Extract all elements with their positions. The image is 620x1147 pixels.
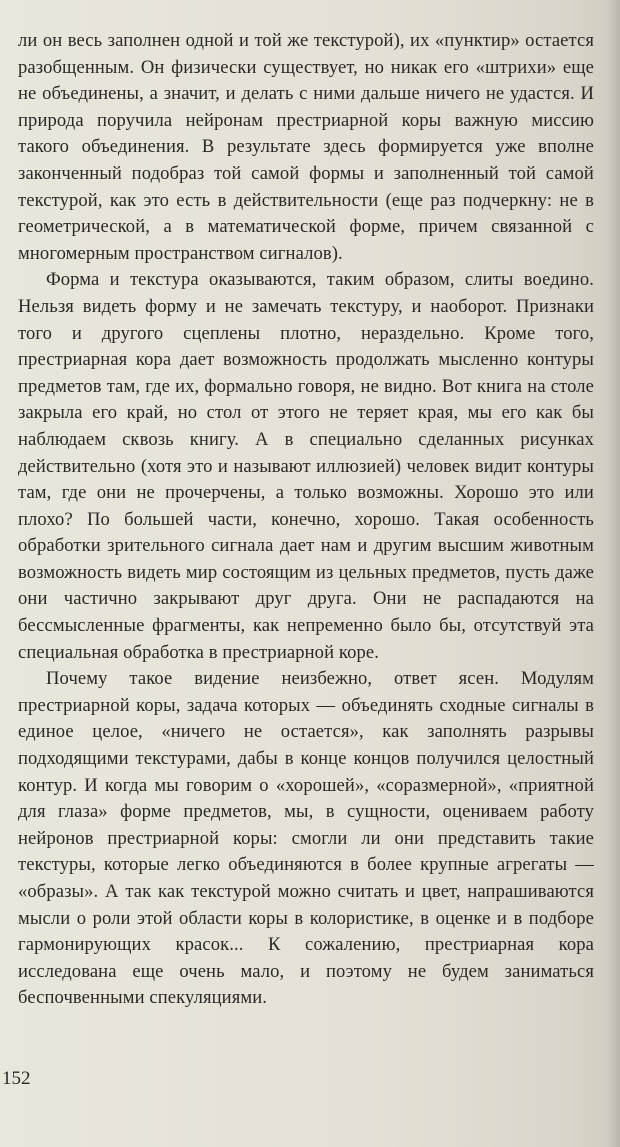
page-body bbox=[18, 28, 594, 1012]
paragraph-3: Почему такое видение неизбежно, ответ ясен. Модулям престриарной коры, задача которых — объединять сходные сигналы в единое целое, «ничего не остается», как заполнять разрывы подходящими текстурами, дабы в конце концов получился целостный контур. И когда мы говорим о «хорошей», «соразмерной», «приятной для глаза» форме предметов, мы, в сущности, оцениваем работу нейронов престриарной коры: смогли ли они представить такие текстуры, которые легко объединяются в более крупные агрегаты — «образы». А так как текстурой можно считать и цвет, напрашиваются мысли о роли этой области коры в колористике, в оценке и в подборе гармонирующих красок... К сожалению, престриарная кора исследована еще очень мало, и поэтому не будем заниматься беспочвенными спекуляциями. bbox=[18, 668, 594, 1009]
page-number: 152 bbox=[2, 1068, 31, 1089]
paragraph-2: Форма и текстура оказываются, таким образом, слиты воедино. Нельзя видеть форму и не замечать текстуру, и наоборот. Признаки того и другого сцеплены плотно, нераздельно. Кроме того, престриарная кора дает возможность продолжать мысленно контуры предметов там, где их, формально говоря, не видно. Вот книга на столе закрыла его край, но стол от этого не теряет края, мы его как бы наблюдаем сквозь книгу. А в специально сделанных рисунках действительно (хотя это и называют иллюзией) человек видит контуры там, где они не прочерчены, а только возможны. Хорошо это или плохо? По большей части, конечно, хорошо. Такая особенность обработки зрительного сигнала дает нам и другим высшим животным возможность видеть мир состоящим из цельных предметов, пусть даже они частично закрывают друг друга. Они не распадаются на бессмысленные фрагменты, как непременно было бы, отсутствуй эта специальная обработка в престриарной коре. bbox=[18, 269, 594, 663]
paragraph-1: ли он весь заполнен одной и той же текстурой), их «пунктир» остается разобщенным. Он физически существует, но никак его «штрихи» еще не объединены, а значит, и делать с ними дальше ничего не удастся. И природа поручила нейронам престриарной коры важную миссию такого объединения. В результате здесь формируется уже вполне законченный подобраз той самой формы и заполненный той самой текстурой, как это есть в действительности (еще раз подчеркну: не в геометрической, а в математической форме, причем связанной с многомерным пространством сигналов). bbox=[18, 30, 594, 264]
